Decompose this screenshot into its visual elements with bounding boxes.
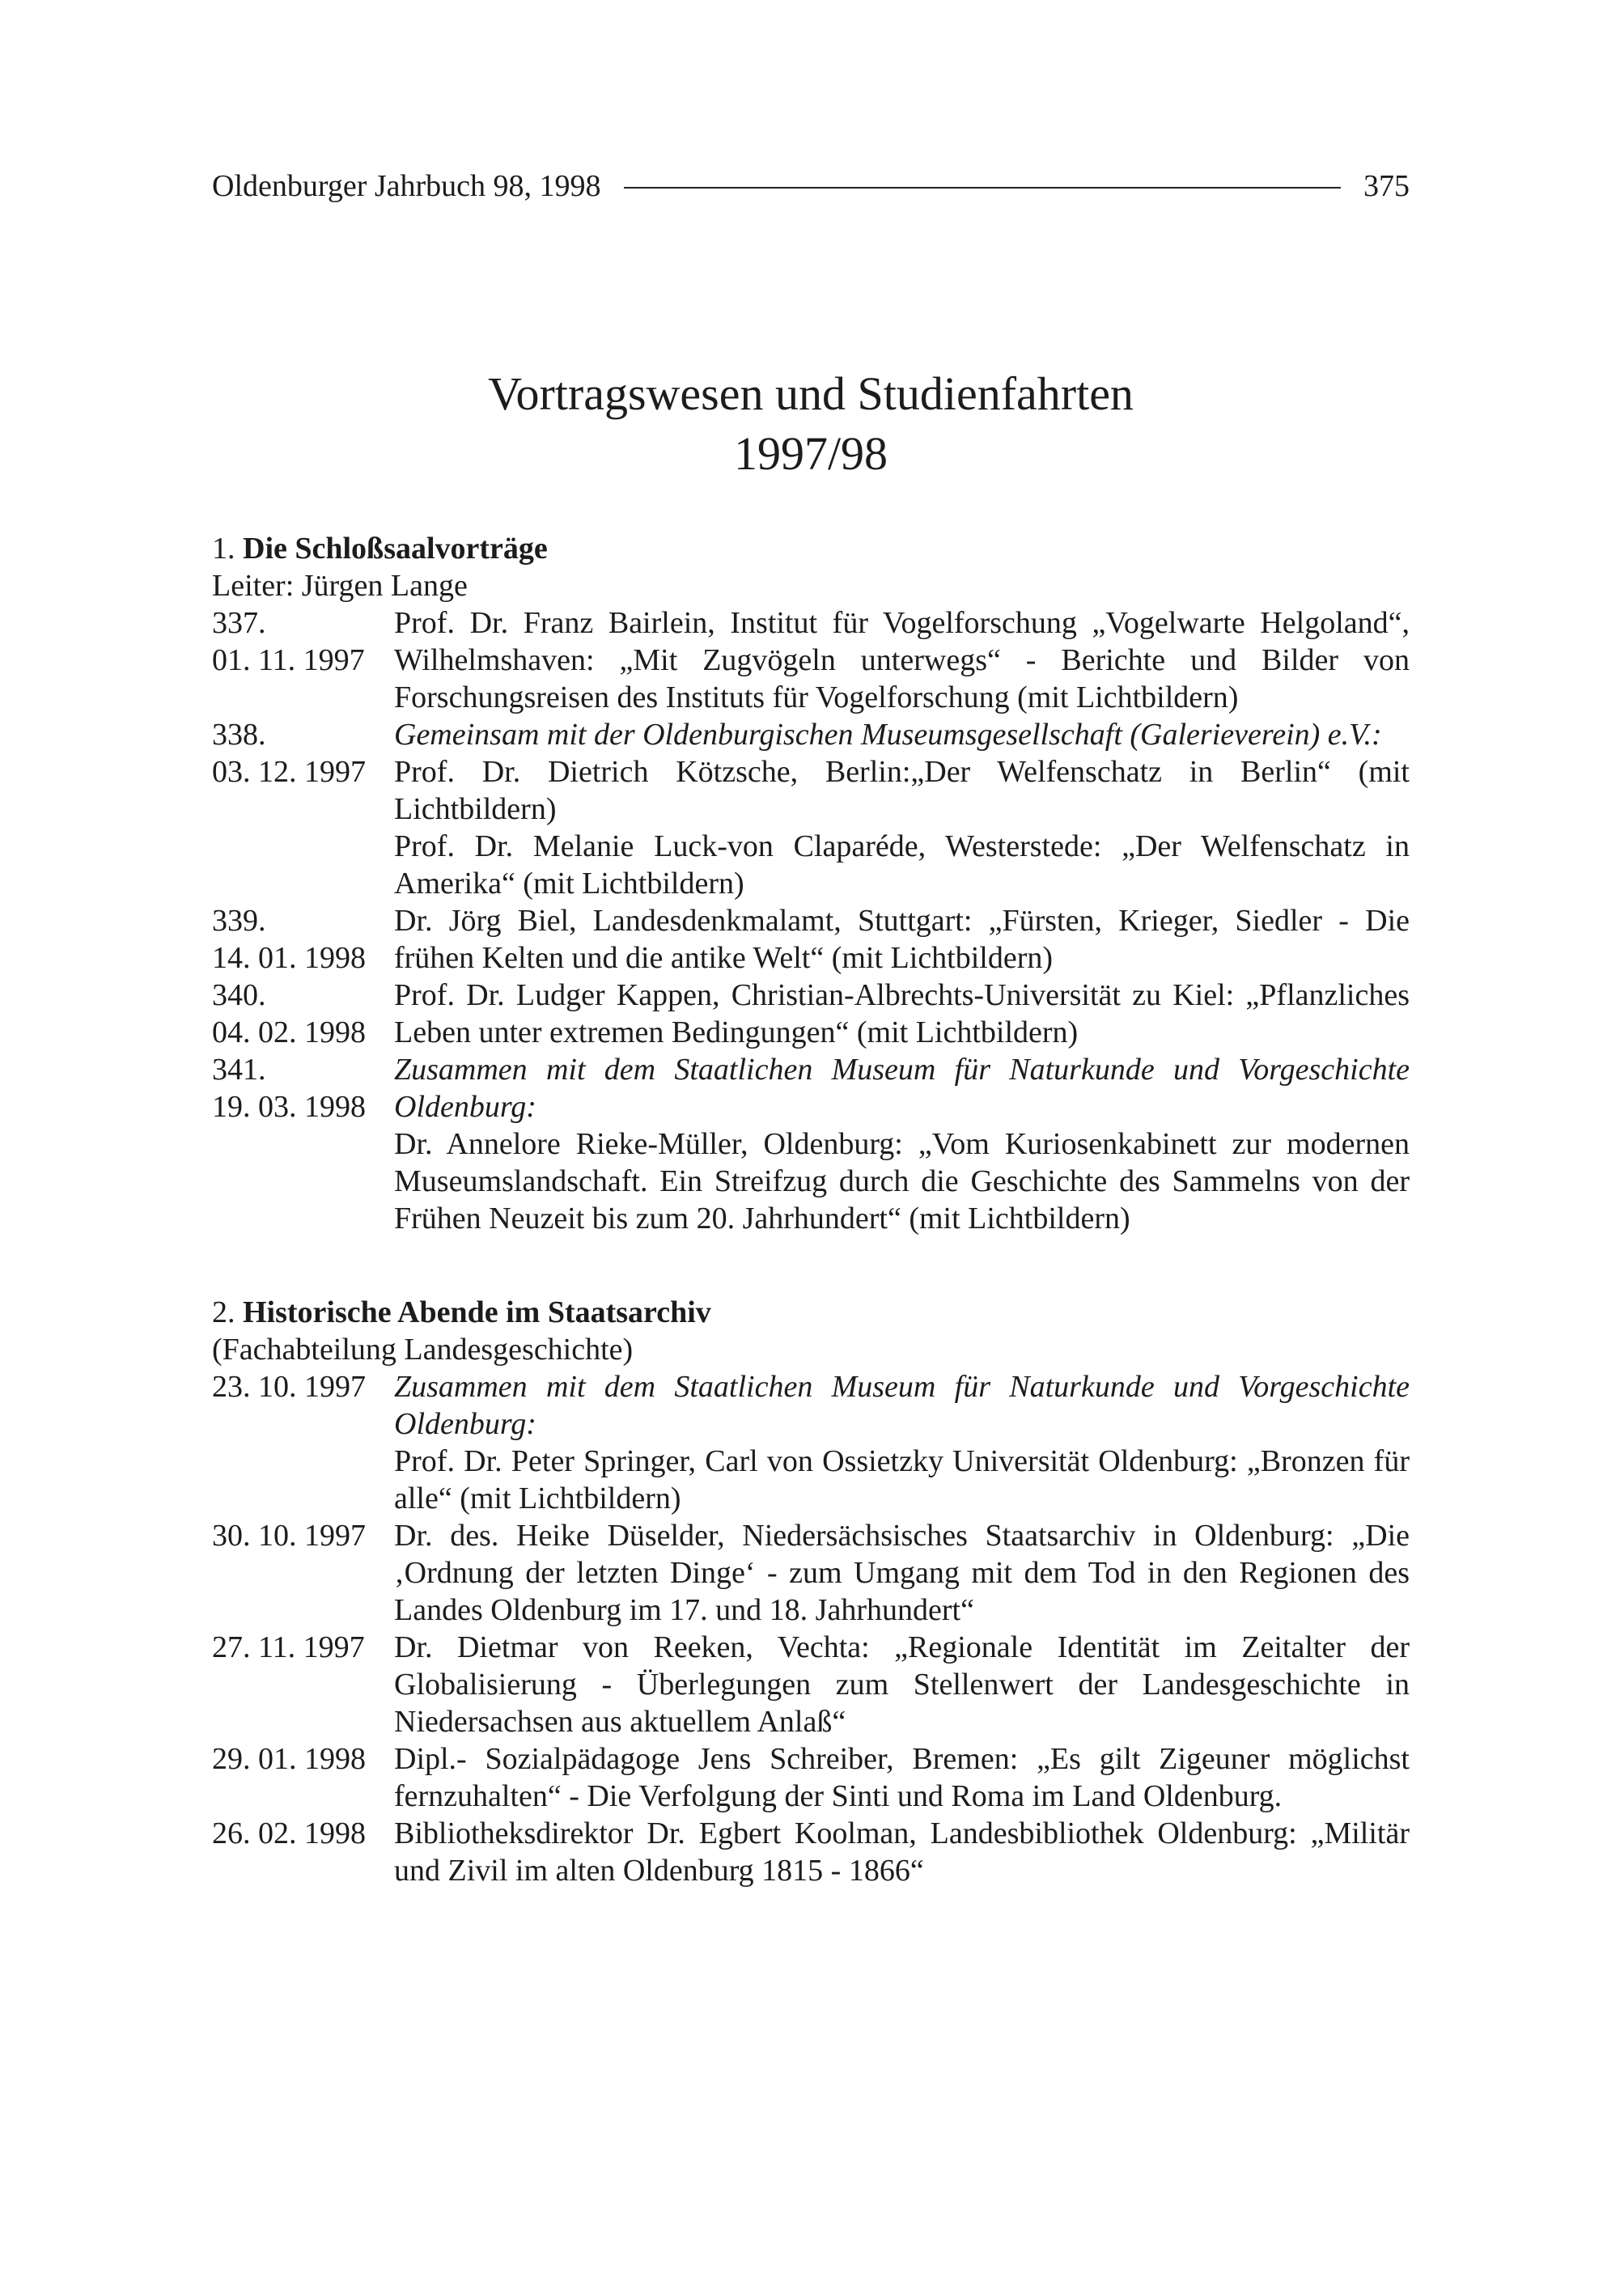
entry-dates bbox=[212, 1740, 394, 1778]
entry-number: 338. bbox=[212, 718, 266, 752]
entry-date: 19. 03. 1998 bbox=[212, 1090, 366, 1124]
evening-entry bbox=[212, 1368, 1410, 1517]
entry-paragraph: Prof. Dr. Peter Springer, Carl von Ossietzky Universität Oldenburg: „Bronzen für alle“ (mit Lichtbildern) bbox=[394, 1444, 1410, 1515]
lecture-entry-341 bbox=[212, 1051, 1410, 1237]
entry-text bbox=[394, 1740, 1410, 1815]
entry-text bbox=[394, 1629, 1410, 1740]
title-line-1: Vortragswesen und Studienfahrten bbox=[488, 367, 1134, 420]
lecture-entry-340 bbox=[212, 977, 1410, 1051]
entry-dates bbox=[212, 1368, 394, 1405]
entry-text bbox=[394, 716, 1410, 902]
entry-dates bbox=[212, 604, 394, 679]
lecture-entry-338 bbox=[212, 716, 1410, 902]
entry-date: 03. 12. 1997 bbox=[212, 755, 366, 789]
entry-paragraph: Prof. Dr. Franz Bairlein, Institut für Vogelforschung „Vogelwarte Helgoland“, Wilhelmshaven: „Mit Zugvögeln unterwegs“ - Berichte und Bilder von Forschungsreisen des Instituts für Vogelforschung (mit Lichtbildern) bbox=[394, 606, 1410, 714]
section-1-heading bbox=[212, 530, 1410, 567]
evening-entry bbox=[212, 1740, 1410, 1815]
section-1-subtitle: Leiter: Jürgen Lange bbox=[212, 569, 468, 603]
page-number: 375 bbox=[1363, 169, 1410, 203]
entry-dates bbox=[212, 716, 394, 790]
entry-text bbox=[394, 1051, 1410, 1237]
entry-number: 340. bbox=[212, 978, 266, 1012]
evening-entry bbox=[212, 1517, 1410, 1629]
section-2-number: 2. bbox=[212, 1295, 235, 1329]
entry-date: 30. 10. 1997 bbox=[212, 1519, 366, 1553]
entry-number: 339. bbox=[212, 904, 266, 938]
entry-paragraph: Prof. Dr. Dietrich Kötzsche, Berlin:„Der Welfenschatz in Berlin“ (mit Lichtbildern) bbox=[394, 755, 1410, 826]
entry-text bbox=[394, 977, 1410, 1051]
title-line-2: 1997/98 bbox=[733, 427, 888, 480]
header-rule bbox=[624, 187, 1341, 189]
entry-paragraph: Prof. Dr. Ludger Kappen, Christian-Albrechts-Universität zu Kiel: „Pflanzliches Leben unter extremen Bedingungen“ (mit Lichtbildern) bbox=[394, 978, 1410, 1049]
entry-dates bbox=[212, 1629, 394, 1666]
section-spacer bbox=[212, 1237, 1410, 1294]
entry-date: 27. 11. 1997 bbox=[212, 1630, 365, 1664]
entry-date: 04. 02. 1998 bbox=[212, 1015, 366, 1049]
entry-text bbox=[394, 1815, 1410, 1889]
journal-title: Oldenburger Jahrbuch 98, 1998 bbox=[212, 169, 601, 203]
page-title bbox=[212, 364, 1410, 484]
entry-date: 01. 11. 1997 bbox=[212, 643, 365, 677]
entry-dates bbox=[212, 1815, 394, 1852]
section-1-title: Die Schloßsaalvorträge bbox=[243, 532, 548, 566]
section-2-subtitle: (Fachabteilung Landesgeschichte) bbox=[212, 1333, 634, 1367]
entry-text bbox=[394, 902, 1410, 977]
entry-date: 29. 01. 1998 bbox=[212, 1742, 366, 1776]
entry-paragraph: Dr. Annelore Rieke-Müller, Oldenburg: „Vom Kuriosenkabinett zur modernen Museumslandschaft. Ein Streifzug durch die Geschichte des Sammelns von der Frühen Neuzeit bis zum 20. Jahrhundert“ (mit Lichtbildern) bbox=[394, 1127, 1410, 1236]
entry-number: 341. bbox=[212, 1053, 266, 1087]
entry-date: 26. 02. 1998 bbox=[212, 1816, 366, 1850]
evening-entry bbox=[212, 1815, 1410, 1889]
entry-date: 23. 10. 1997 bbox=[212, 1370, 366, 1404]
entry-paragraph-cooperation: Gemeinsam mit der Oldenburgischen Museumsgesellschaft (Galerieverein) e.V.: bbox=[394, 718, 1382, 752]
entry-paragraph: Dr. Dietmar von Reeken, Vechta: „Regionale Identität im Zeitalter der Globalisierung - Überlegungen zum Stellenwert der Landesgeschichte in Niedersachsen aus aktuellem Anlaß“ bbox=[394, 1630, 1410, 1739]
entry-paragraph: Bibliotheksdirektor Dr. Egbert Koolman, Landesbibliothek Oldenburg: „Militär und Zivil im alten Oldenburg 1815 - 1866“ bbox=[394, 1816, 1410, 1888]
entry-paragraph: Dr. Jörg Biel, Landesdenkmalamt, Stuttgart: „Fürsten, Krieger, Siedler - Die frühen Kelten und die antike Welt“ (mit Lichtbildern) bbox=[394, 904, 1410, 975]
entry-dates bbox=[212, 1051, 394, 1125]
running-head bbox=[212, 162, 1410, 210]
lecture-entry-337 bbox=[212, 604, 1410, 716]
entry-paragraph: Dipl.- Sozialpädagoge Jens Schreiber, Bremen: „Es gilt Zigeuner möglichst fernzuhalten“ - Die Verfolgung der Sinti und Roma im Land Oldenburg. bbox=[394, 1742, 1410, 1813]
entry-date: 14. 01. 1998 bbox=[212, 941, 366, 975]
entry-text bbox=[394, 1517, 1410, 1629]
entry-paragraph-cooperation: Zusammen mit dem Staatlichen Museum für Naturkunde und Vorgeschichte Oldenburg: bbox=[394, 1370, 1410, 1441]
entry-text bbox=[394, 1368, 1410, 1517]
entry-text bbox=[394, 604, 1410, 716]
entry-dates bbox=[212, 977, 394, 1051]
lecture-entry-339 bbox=[212, 902, 1410, 977]
entry-paragraph: Prof. Dr. Melanie Luck-von Claparéde, Westerstede: „Der Welfenschatz in Amerika“ (mit Lichtbildern) bbox=[394, 829, 1410, 901]
entry-dates bbox=[212, 902, 394, 977]
entry-paragraph-cooperation: Zusammen mit dem Staatlichen Museum für Naturkunde und Vorgeschichte Oldenburg: bbox=[394, 1053, 1410, 1124]
entry-paragraph: Dr. des. Heike Düselder, Niedersächsisches Staatsarchiv in Oldenburg: „Die ‚Ordnung der letzten Dinge‘ - zum Umgang mit dem Tod in den Regionen des Landes Oldenburg im 17. und 18. Jahrhundert“ bbox=[394, 1519, 1410, 1627]
entry-dates bbox=[212, 1517, 394, 1554]
section-2-heading bbox=[212, 1294, 1410, 1331]
section-1-number: 1. bbox=[212, 532, 235, 566]
section-2-title: Historische Abende im Staatsarchiv bbox=[243, 1295, 711, 1329]
entry-number: 337. bbox=[212, 606, 266, 640]
main-content bbox=[212, 530, 1410, 1889]
evening-entry bbox=[212, 1629, 1410, 1740]
